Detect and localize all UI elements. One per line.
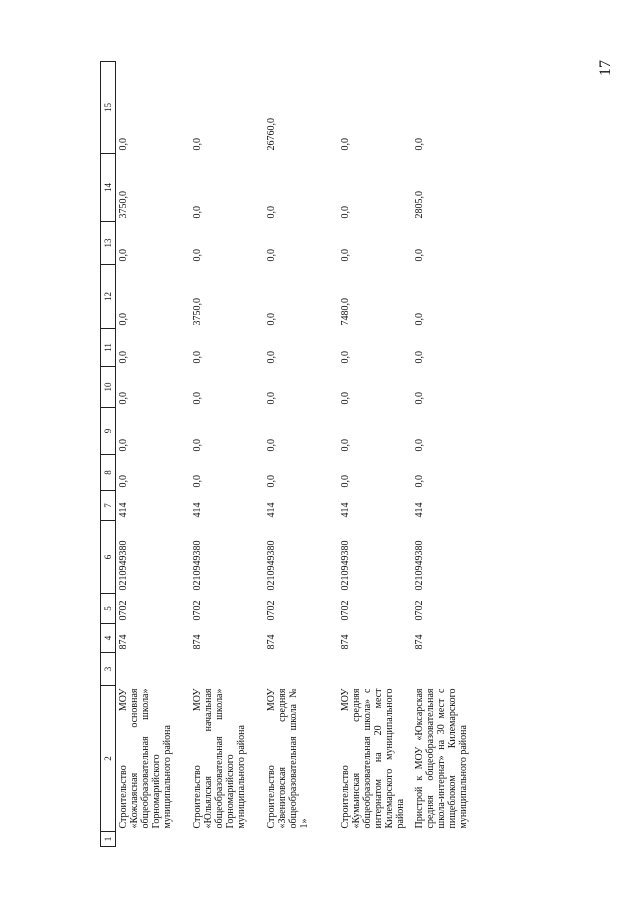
col-num-3: 3 <box>101 653 116 686</box>
cell-c10: 0,0 <box>118 392 129 405</box>
col-num-2: 2 <box>101 686 116 832</box>
cell-c12: 0,0 <box>118 313 129 326</box>
table-row <box>412 62 486 847</box>
cell-c5: 0702 <box>414 600 425 621</box>
cell-c10: 0,0 <box>266 392 277 405</box>
col-num-8: 8 <box>101 455 116 491</box>
cell-c15: 26760,0 <box>266 118 277 151</box>
cell-c5: 0702 <box>266 600 277 621</box>
col-num-7: 7 <box>101 491 116 521</box>
cell-c5: 0702 <box>192 600 203 621</box>
cell-c15: 0,0 <box>118 138 129 151</box>
cell-c7: 414 <box>414 502 425 518</box>
col-num-12: 12 <box>101 265 116 329</box>
budget-table <box>100 61 486 847</box>
cell-c5: 0702 <box>340 600 351 621</box>
cell-c14: 0,0 <box>340 206 351 219</box>
col-num-10: 10 <box>101 367 116 408</box>
col-num-14: 14 <box>101 154 116 222</box>
table-row <box>190 62 264 847</box>
cell-c13: 0,0 <box>340 249 351 262</box>
cell-c13: 0,0 <box>118 249 129 262</box>
cell-c8: 0,0 <box>414 475 425 488</box>
row-name: Строительство МОУ «Юльялская начальная общеобразовательная школа» Горномарийского муниципального района <box>192 688 247 829</box>
table-row <box>338 62 412 847</box>
cell-c6: 0210949380 <box>192 540 203 591</box>
cell-c11: 0,0 <box>118 351 129 364</box>
cell-c11: 0,0 <box>340 351 351 364</box>
cell-c8: 0,0 <box>192 475 203 488</box>
cell-c6: 0210949380 <box>266 540 277 591</box>
cell-c10: 0,0 <box>340 392 351 405</box>
row-name: Строительство МОУ «Кожлаясная основная общеобразовательная школа» Горномарийского муниципального района <box>118 688 173 829</box>
page-number: 17 <box>597 60 614 76</box>
cell-c13: 0,0 <box>414 249 425 262</box>
cell-c4: 874 <box>192 634 203 650</box>
cell-c7: 414 <box>118 502 129 518</box>
cell-c14: 0,0 <box>266 206 277 219</box>
cell-c6: 0210949380 <box>340 540 351 591</box>
cell-c7: 414 <box>340 502 351 518</box>
cell-c9: 0,0 <box>192 439 203 452</box>
cell-c11: 0,0 <box>414 351 425 364</box>
cell-c10: 0,0 <box>414 392 425 405</box>
cell-c6: 0210949380 <box>414 540 425 591</box>
cell-c8: 0,0 <box>118 475 129 488</box>
cell-c12: 0,0 <box>266 313 277 326</box>
cell-c7: 414 <box>266 502 277 518</box>
cell-c11: 0,0 <box>266 351 277 364</box>
cell-c13: 0,0 <box>192 249 203 262</box>
cell-c9: 0,0 <box>266 439 277 452</box>
col-num-15: 15 <box>101 62 116 154</box>
col-num-5: 5 <box>101 594 116 624</box>
cell-c8: 0,0 <box>266 475 277 488</box>
table-row <box>116 62 191 847</box>
col-num-4: 4 <box>101 624 116 653</box>
cell-c12: 0,0 <box>414 313 425 326</box>
cell-c10: 0,0 <box>192 392 203 405</box>
cell-c5: 0702 <box>118 600 129 621</box>
cell-c15: 0,0 <box>340 138 351 151</box>
cell-c9: 0,0 <box>118 439 129 452</box>
cell-c9: 0,0 <box>340 439 351 452</box>
cell-c11: 0,0 <box>192 351 203 364</box>
cell-c8: 0,0 <box>340 475 351 488</box>
col-num-9: 9 <box>101 408 116 455</box>
cell-c14: 3750,0 <box>118 191 129 219</box>
row-name: Пристрой к МОУ «Юксарская средняя общеобразовательная школа-интернат» на 30 мест с пищеблоком Килемарского муниципального района <box>414 688 469 829</box>
cell-c12: 3750,0 <box>192 298 203 326</box>
row-name: Строительство МОУ «Кумьинская средняя общеобразовательная школа» с интернатом на 20 мест Килемарского муниципального района <box>340 688 406 829</box>
row-name: Строительство МОУ «Звениговская средняя общеобразовательная школа № 1» <box>266 688 310 829</box>
cell-c4: 874 <box>414 634 425 650</box>
cell-c15: 0,0 <box>192 138 203 151</box>
col-num-1: 1 <box>101 832 116 847</box>
cell-c13: 0,0 <box>266 249 277 262</box>
cell-c14: 2805,0 <box>414 191 425 219</box>
col-num-13: 13 <box>101 222 116 265</box>
table-row <box>264 62 338 847</box>
cell-c14: 0,0 <box>192 206 203 219</box>
cell-c15: 0,0 <box>414 138 425 151</box>
column-number-row <box>101 62 116 847</box>
cell-c4: 874 <box>340 634 351 650</box>
col-num-6: 6 <box>101 521 116 594</box>
cell-c4: 874 <box>118 634 129 650</box>
cell-c6: 0210949380 <box>118 540 129 591</box>
cell-c12: 7480,0 <box>340 298 351 326</box>
cell-c4: 874 <box>266 634 277 650</box>
cell-c9: 0,0 <box>414 439 425 452</box>
col-num-11: 11 <box>101 329 116 367</box>
cell-c7: 414 <box>192 502 203 518</box>
rotated-table-container <box>100 62 518 847</box>
